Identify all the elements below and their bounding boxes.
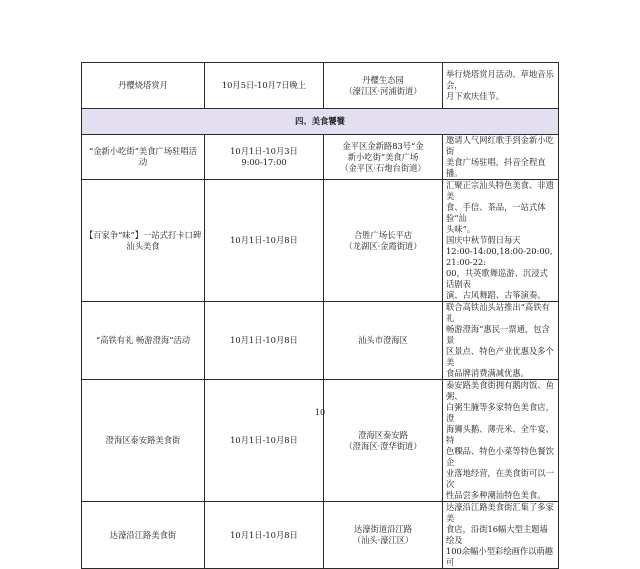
event-location-cell: 丹樱生态园 （濠江区·河浦街道） [324,63,443,109]
event-time-cell: 10月1日-10月8日 [205,380,324,502]
event-name-cell: “金新小吃街”美食广场驻唱活 动 [82,135,205,180]
event-location-cell: 金平区金新路83号“金 新小吃街”美食广场 （金平区·石炮台街道） [324,135,443,180]
event-time-cell: 10月1日-10月3日 9:00-17:00 [205,135,324,180]
events-table [81,62,559,569]
event-location-cell: 合胜广场长平店 （龙湖区·金霞街道） [324,180,443,302]
section-row [82,109,559,135]
table-row [82,135,559,180]
event-name-cell: 达濠沿江路美食街 [82,502,205,569]
page-number: 10 [314,408,326,417]
event-desc-cell: 邀请人气网红歌手到金新小吃街 美食广场驻唱，抖音全程直播。 [443,135,559,180]
event-location-cell: 澄海区泰安路 （澄海区·澄华街道） [324,380,443,502]
event-time-cell: 10月1日-10月8日 [205,302,324,380]
event-location-cell: 汕头市澄海区 [324,302,443,380]
event-desc-cell: 汇聚正宗汕头特色美食、非遗美 食、手信、茶品，一站式体验“汕 头味”。 国庆中秋节假日每天 12:00-14:00,18:00-20:00,21:00-22: 00，共英歌舞巡游、沉浸式话剧表 演、古风舞蹈、古筝演奏。 [443,180,559,302]
section-header: 四、美食饕餮 [82,109,559,135]
event-desc-cell: 泰安路美食街拥有鹅肉饭、鱼粥、 白粥生腌等多家特色美食店，澄 海狮头鹅、薄壳米、全牛宴、特 色粿品、特色小菜等特色餐饮企 业落地经营，在美食街可以一次 性品尝多种潮汕特色美食。 [443,380,559,502]
table-row [82,180,559,302]
event-desc-cell: 举行烧塔赏月活动、草地音乐会， 月下欢庆佳节。 [443,63,559,109]
table-row [82,302,559,380]
event-name-cell: 澄海区泰安路美食街 [82,380,205,502]
event-time-cell: 10月1日-10月8日 [205,502,324,569]
table-row [82,63,559,109]
event-name-cell: “高铁有礼 畅游澄海”活动 [82,302,205,380]
table-row [82,502,559,569]
event-name-cell: 丹樱烧塔赏月 [82,63,205,109]
event-time-cell: 10月1日-10月8日 [205,180,324,302]
table-row [82,380,559,502]
event-name-cell: 【百家争“味”】一站式打卡口碑 汕头美食 [82,180,205,302]
event-time-cell: 10月5日-10月7日晚上 [205,63,324,109]
event-desc-cell: 联合高铁汕头站推出“高铁有礼 畅游澄海”惠民一票通，包含景 区景点、特色产业优惠及多个美 食品牌消费满减优惠。 [443,302,559,380]
event-desc-cell: 达濠沿江路美食街汇集了多家美 食店，沿街16幅大型主题墙绘及 100余幅小型彩绘画作以萌趣可 [443,502,559,569]
event-location-cell: 达濠街道沿江路 （汕头·濠江区） [324,502,443,569]
